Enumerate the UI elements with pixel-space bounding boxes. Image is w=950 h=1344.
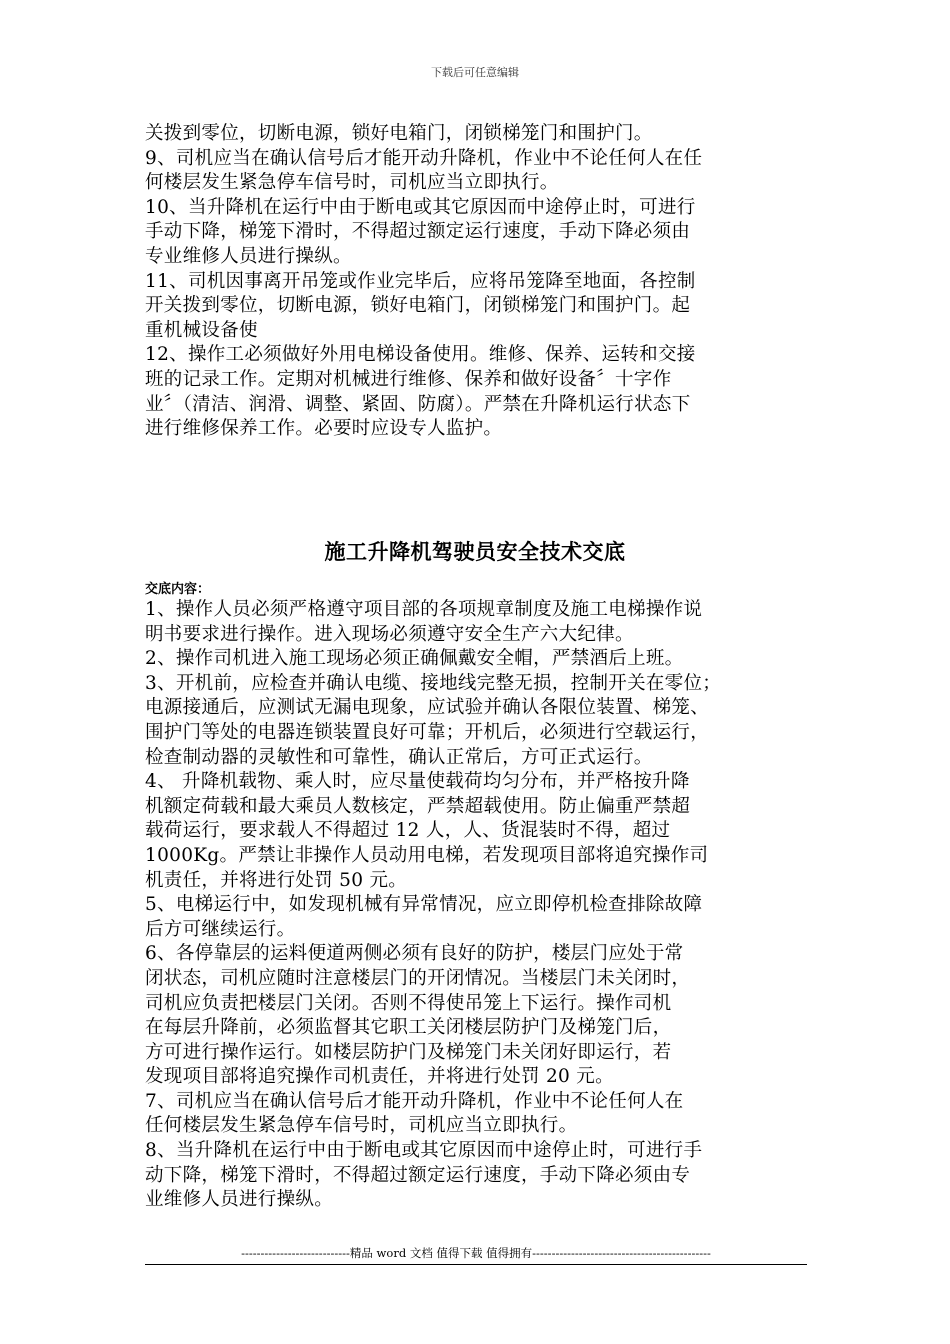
text-line: 手动下降，梯笼下滑时，不得超过额定运行速度，手动下降必须由	[145, 221, 691, 243]
page-header: 下载后可任意编辑	[431, 66, 519, 79]
text-line: 业〞（清洁、润滑、调整、紧固、防腐）。严禁在升降机运行状态下	[145, 393, 691, 415]
footer-rule	[145, 1264, 807, 1265]
text-line: 检查制动器的灵敏性和可靠性，确认正常后，方可正式运行。	[145, 746, 653, 768]
text-line: 6、各停靠层的运料便道两侧必须有良好的防护，楼层门应处于常	[145, 943, 684, 965]
text-line: 电源接通后，应测试无漏电现象，应试验并确认各限位装置、梯笼、	[145, 697, 710, 719]
text-line: 进行维修保养工作。必要时应设专人监护。	[145, 418, 503, 440]
text-line: 开关拨到零位，切断电源，锁好电箱门，闭锁梯笼门和围护门。起	[145, 295, 691, 317]
text-line: 后方可继续运行。	[145, 918, 296, 940]
text-line: 专业维修人员进行操纵。	[145, 245, 352, 267]
continued-text-block	[145, 122, 815, 442]
text-line: 9、司机应当在确认信号后才能开动升降机，作业中不论任何人在任	[145, 147, 703, 169]
text-line: 闭状态，司机应随时注意楼层门的开闭情况。当楼层门未关闭时，	[145, 967, 691, 989]
text-line: 明书要求进行操作。进入现场必须遵守安全生产六大纪律。	[145, 623, 634, 645]
page-footer: ----------------------------精品 word 文档 值得下载 值得拥有----------------------------------------------	[241, 1246, 711, 1260]
text-line: 5、电梯运行中，如发现机械有异常情况，应立即停机检查排除故障	[145, 894, 703, 916]
text-line: 业维修人员进行操纵。	[145, 1189, 334, 1211]
body-text-block	[145, 598, 815, 1213]
text-line: 重机械设备使	[145, 319, 258, 341]
section-label: 交底内容：	[145, 582, 211, 597]
text-line: 何楼层发生紧急停车信号时，司机应当立即执行。	[145, 172, 559, 194]
text-line: 载荷运行，要求载人不得超过 12 人，人、货混装时不得，超过	[145, 820, 671, 842]
text-line: 任何楼层发生紧急停车信号时，司机应当立即执行。	[145, 1115, 578, 1137]
text-line: 2、操作司机进入施工现场必须正确佩戴安全帽，严禁酒后上班。	[145, 648, 684, 670]
document-title: 施工升降机驾驶员安全技术交底	[324, 540, 626, 564]
text-line: 关拨到零位，切断电源，锁好电箱门，闭锁梯笼门和围护门。	[145, 123, 653, 144]
text-line: 班的记录工作。定期对机械进行维修、保养和做好设备〞十字作	[145, 368, 672, 390]
text-line: 机额定荷载和最大乘员人数核定，严禁超载使用。防止偏重严禁超	[145, 795, 691, 817]
text-line: 1000Kg。严禁让非操作人员动用电梯，若发现项目部将追究操作司	[145, 844, 709, 866]
text-line: 围护门等处的电器连锁装置良好可靠；开机后，必须进行空载运行，	[145, 721, 710, 743]
text-line: 11、司机因事离开吊笼或作业完毕后，应将吊笼降至地面，各控制	[145, 270, 696, 292]
text-line: 发现项目部将追究操作司机责任，并将进行处罚 20 元。	[145, 1066, 614, 1088]
text-line: 机责任，并将进行处罚 50 元。	[145, 869, 408, 891]
text-line: 8、当升降机在运行中由于断电或其它原因而中途停止时，可进行手	[145, 1140, 703, 1162]
text-line: 3、开机前，应检查并确认电缆、接地线完整无损，控制开关在零位；	[145, 672, 722, 694]
text-line: 方可进行操作运行。如楼层防护门及梯笼门未关闭好即运行，若	[145, 1041, 672, 1063]
text-line: 12、操作工必须做好外用电梯设备使用。维修、保养、运转和交接	[145, 344, 696, 366]
text-line: 在每层升降前，必须监督其它职工关闭楼层防护门及梯笼门后，	[145, 1017, 672, 1039]
text-line: 10、当升降机在运行中由于断电或其它原因而中途停止时，可进行	[145, 196, 696, 218]
text-line: 司机应负责把楼层门关闭。否则不得使吊笼上下运行。操作司机	[145, 992, 672, 1014]
text-line: 4、 升降机载物、乘人时，应尽量使载荷均匀分布，并严格按升降	[145, 771, 690, 793]
text-line: 1、操作人员必须严格遵守项目部的各项规章制度及施工电梯操作说	[145, 599, 703, 620]
text-line: 动下降，梯笼下滑时，不得超过额定运行速度，手动下降必须由专	[145, 1164, 691, 1186]
text-line: 7、司机应当在确认信号后才能开动升降机，作业中不论任何人在	[145, 1090, 684, 1112]
